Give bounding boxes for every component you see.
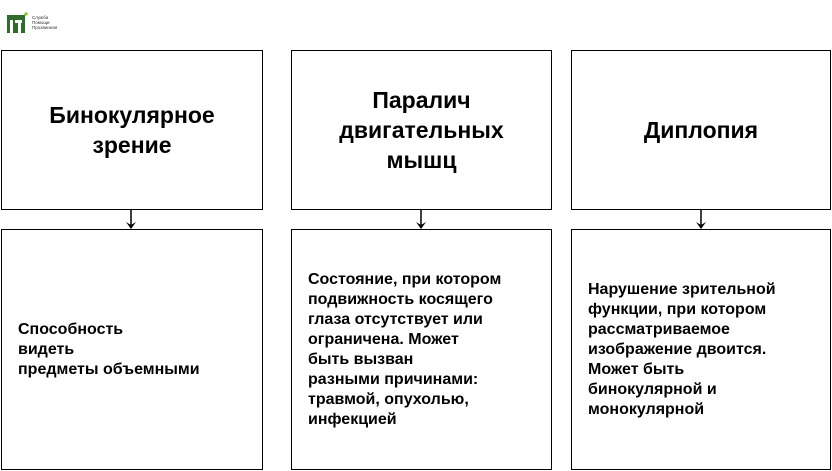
logo-icon xyxy=(6,12,28,34)
arrow-down-icon xyxy=(415,210,427,230)
title-diplopia: Диплопия xyxy=(643,117,759,143)
definition-diplopia: Нарушение зрительной функции, при котором рассматриваемое изображение двоится. Может быть бинокулярной и монокулярной xyxy=(588,280,776,418)
box-binocular-vision-definition xyxy=(1,229,263,470)
arrow-down-icon xyxy=(695,210,707,230)
definition-paralysis: Состояние, при котором подвижность косящего глаза отсутствует или ограничена. Может быть вызван разными причинами: травмой, опухолью, инфекцией xyxy=(308,270,502,428)
title-binocular-vision: Бинокулярное зрение xyxy=(49,102,215,158)
box-paralysis-definition xyxy=(291,229,552,470)
box-binocular-vision-title xyxy=(1,50,263,210)
title-paralysis: Паралич двигательных мышц xyxy=(339,87,504,173)
logo-text: Служба Помощи Прохвинная xyxy=(32,15,58,30)
box-diplopia-title xyxy=(571,50,831,210)
box-diplopia-definition xyxy=(571,229,831,470)
arrow-down-icon xyxy=(125,210,137,230)
definition-binocular-vision: Способность видеть предметы объемными xyxy=(18,320,200,378)
logo xyxy=(6,12,57,34)
box-paralysis-title xyxy=(291,50,552,210)
